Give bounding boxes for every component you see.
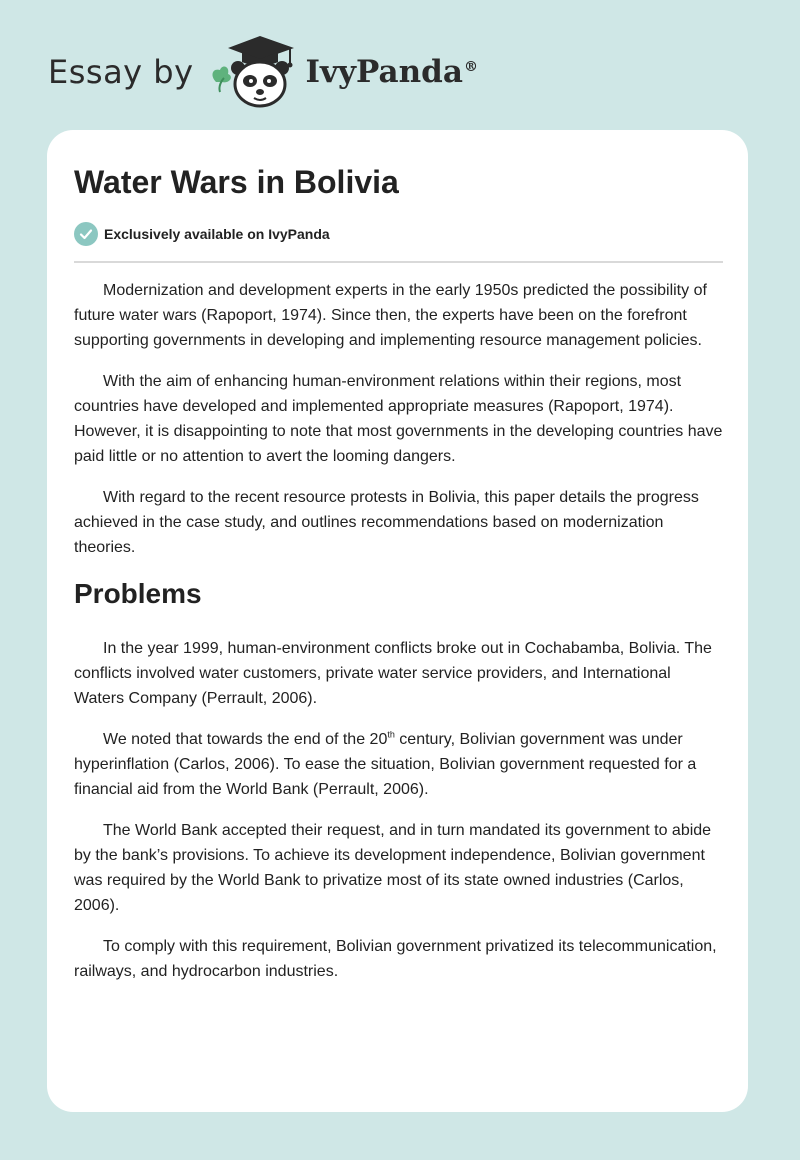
- essay-body: [74, 278, 723, 1000]
- essay-card: [47, 130, 748, 1112]
- paragraph: The World Bank accepted their request, and in turn mandated its government to abide by the bank’s provisions. To achieve its development independence, Bolivian government was required by the World Bank to privatize most of its state owned industries (Carlos, 2006).: [74, 822, 712, 914]
- ivypanda-logo-icon[interactable]: [208, 34, 304, 110]
- section-heading-problems: Problems: [74, 578, 202, 609]
- paragraph: In the year 1999, human-environment conflicts broke out in Cochabamba, Bolivia. The conflicts involved water customers, private water service providers, and International Waters Company (Perrault, 2006).: [74, 640, 712, 707]
- paragraph: To comply with this requirement, Bolivian government privatized its telecommunication, railways, and hydrocarbon industries.: [74, 938, 717, 980]
- site-header: [48, 34, 478, 110]
- paragraph: Modernization and development experts in the early 1950s predicted the possibility of future water wars (Rapoport, 1974). Since then, the experts have been on the forefront supporting governments in developing and implementing resource management policies.: [74, 282, 707, 349]
- paragraph: With the aim of enhancing human-environment relations within their regions, most countries have developed and implemented appropriate measures (Rapoport, 1974). However, it is disappointing to note that most governments in the developing countries have paid little or no attention to avert the looming dangers.: [74, 373, 723, 465]
- exclusive-badge: [74, 222, 330, 246]
- title-divider: [74, 261, 723, 263]
- paragraph: We noted that towards the end of the 20th century, Bolivian government was under hyperinflation (Carlos, 2006). To ease the situation, Bolivian government requested for a financial aid from the World Bank (Perrault, 2006).: [74, 729, 697, 798]
- essay-title: Water Wars in Bolivia: [74, 164, 399, 200]
- essay-by-label: Essay by: [48, 53, 194, 91]
- ivypanda-wordmark[interactable]: IvyPanda®: [305, 54, 478, 90]
- checkmark-icon: [74, 222, 98, 246]
- paragraph: With regard to the recent resource protests in Bolivia, this paper details the progress achieved in the case study, and outlines recommendations based on modernization theories.: [74, 489, 699, 556]
- badge-label: Exclusively available on IvyPanda: [104, 226, 330, 242]
